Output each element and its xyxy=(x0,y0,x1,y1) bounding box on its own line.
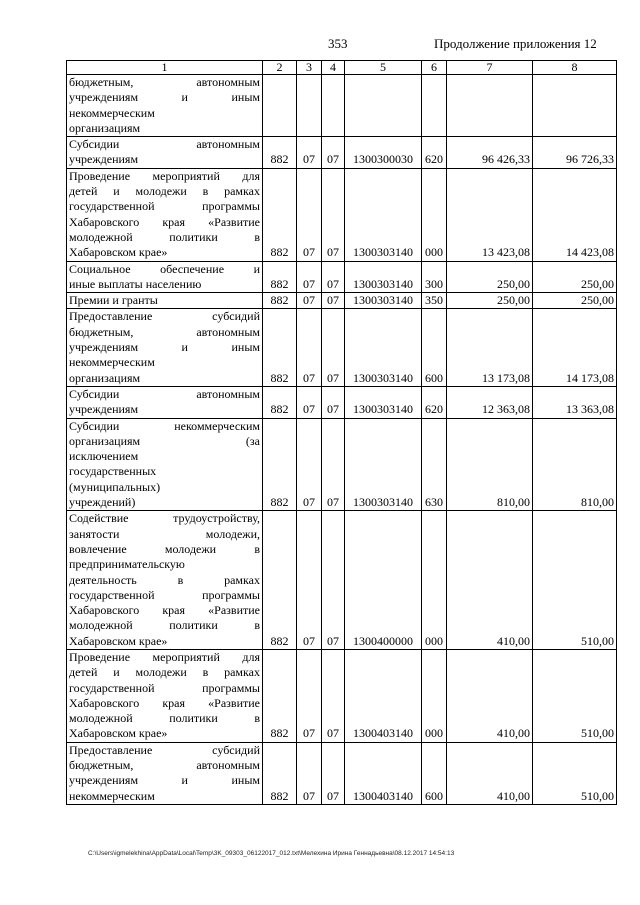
section-cell: 07 xyxy=(297,168,322,261)
admin-code-cell: 882 xyxy=(263,309,297,386)
row-name-line: государственных xyxy=(69,464,157,479)
row-name-line: государственной программы xyxy=(69,587,260,602)
row-name-line: Хабаровском крае» xyxy=(69,726,168,741)
section-cell: 07 xyxy=(297,649,322,742)
table-row xyxy=(67,742,617,804)
column-header-4: 4 xyxy=(322,61,345,75)
amount-cell xyxy=(533,75,617,137)
target-article-cell: 1300303140 xyxy=(345,293,422,309)
amount-cell: 14 423,08 xyxy=(533,168,617,261)
target-article-cell: 1300303140 xyxy=(345,261,422,293)
admin-code-cell: 882 xyxy=(263,418,297,511)
subsection-cell: 07 xyxy=(322,293,345,309)
row-name-line: бюджетным, автономным xyxy=(69,758,260,773)
amount-cell: 250,00 xyxy=(533,261,617,293)
table-row xyxy=(67,293,617,309)
table-row xyxy=(67,137,617,169)
row-name-line: некоммерческим xyxy=(69,788,155,803)
row-name-line: молодежной политики в xyxy=(69,618,260,633)
table-row xyxy=(67,309,617,386)
admin-code-cell: 882 xyxy=(263,742,297,804)
row-name-line: Субсидии автономным xyxy=(69,386,260,401)
row-name-line: учреждениям xyxy=(69,402,139,417)
amount-cell: 250,00 xyxy=(447,261,533,293)
table-row xyxy=(67,75,617,137)
amount-cell: 14 173,08 xyxy=(533,309,617,386)
row-name-line: детей и молодежи в рамках xyxy=(69,665,260,680)
table-row xyxy=(67,649,617,742)
row-name-line: организациям xyxy=(69,120,141,135)
section-cell: 07 xyxy=(297,386,322,418)
target-article-cell: 1300300030 xyxy=(345,137,422,169)
expense-type-cell: 600 xyxy=(422,309,447,386)
row-name-line: иные выплаты населению xyxy=(69,276,202,291)
target-article-cell: 1300303140 xyxy=(345,386,422,418)
table-row xyxy=(67,418,617,511)
row-name-line: Предоставление субсидий xyxy=(69,309,260,324)
column-header-3: 3 xyxy=(297,61,322,75)
row-name-line: Хабаровского края «Развитие xyxy=(69,603,260,618)
column-header-1: 1 xyxy=(67,61,263,75)
row-name-line: молодежной политики в xyxy=(69,229,260,244)
row-name-line: Хабаровском крае» xyxy=(69,633,168,648)
expense-type-cell: 620 xyxy=(422,137,447,169)
row-name-line: занятости молодежи, xyxy=(69,526,260,541)
row-name-line: бюджетным, автономным xyxy=(69,75,260,89)
amount-cell: 250,00 xyxy=(447,293,533,309)
subsection-cell: 07 xyxy=(322,386,345,418)
amount-cell: 250,00 xyxy=(533,293,617,309)
target-article-cell: 1300400000 xyxy=(345,511,422,650)
amount-cell: 13 423,08 xyxy=(447,168,533,261)
target-article-cell: 1300303140 xyxy=(345,418,422,511)
admin-code-cell: 882 xyxy=(263,168,297,261)
admin-code-cell: 882 xyxy=(263,511,297,650)
page-number: 353 xyxy=(328,36,348,51)
amount-cell: 810,00 xyxy=(533,418,617,511)
subsection-cell: 07 xyxy=(322,511,345,650)
table-row xyxy=(67,511,617,650)
row-name xyxy=(67,137,263,169)
admin-code-cell xyxy=(263,75,297,137)
target-article-cell: 1300303140 xyxy=(345,309,422,386)
subsection-cell: 07 xyxy=(322,649,345,742)
admin-code-cell: 882 xyxy=(263,386,297,418)
table-row xyxy=(67,261,617,293)
row-name-line: детей и молодежи в рамках xyxy=(69,184,260,199)
section-cell: 07 xyxy=(297,309,322,386)
amount-cell: 12 363,08 xyxy=(447,386,533,418)
row-name xyxy=(67,309,263,386)
target-article-cell: 1300403140 xyxy=(345,649,422,742)
expense-type-cell: 350 xyxy=(422,293,447,309)
subsection-cell xyxy=(322,75,345,137)
row-name-line: учреждений) xyxy=(69,495,136,510)
section-cell: 07 xyxy=(297,137,322,169)
row-name-line: Субсидии некоммерческим xyxy=(69,418,260,433)
row-name xyxy=(67,742,263,804)
row-name-line: организациям (за xyxy=(69,433,260,448)
expense-type-cell: 620 xyxy=(422,386,447,418)
admin-code-cell: 882 xyxy=(263,649,297,742)
subsection-cell: 07 xyxy=(322,168,345,261)
table-row xyxy=(67,168,617,261)
subsection-cell: 07 xyxy=(322,137,345,169)
expense-type-cell: 000 xyxy=(422,511,447,650)
subsection-cell: 07 xyxy=(322,261,345,293)
subsection-cell: 07 xyxy=(322,309,345,386)
row-name-line: Проведение мероприятий для xyxy=(69,649,260,664)
column-header-5: 5 xyxy=(345,61,422,75)
amount-cell: 410,00 xyxy=(447,742,533,804)
row-name-line: некоммерческим xyxy=(69,105,155,120)
row-name-line: молодежной политики в xyxy=(69,711,260,726)
continuation-label: Продолжение приложения 12 xyxy=(434,36,597,51)
amount-cell: 510,00 xyxy=(533,742,617,804)
row-name-line: Хабаровском крае» xyxy=(69,245,168,260)
target-article-cell: 1300403140 xyxy=(345,742,422,804)
row-name-line: Содействие трудоустройству, xyxy=(69,511,260,526)
row-name-line: государственной программы xyxy=(69,199,260,214)
expense-type-cell: 000 xyxy=(422,649,447,742)
table-row xyxy=(67,386,617,418)
row-name-line: Хабаровского края «Развитие xyxy=(69,695,260,710)
target-article-cell xyxy=(345,75,422,137)
column-header-8: 8 xyxy=(533,61,617,75)
column-header-7: 7 xyxy=(447,61,533,75)
row-name xyxy=(67,261,263,293)
row-name-line: Премии и гранты xyxy=(69,293,158,308)
row-name xyxy=(67,168,263,261)
section-cell: 07 xyxy=(297,511,322,650)
row-name xyxy=(67,418,263,511)
row-name-line: Социальное обеспечение и xyxy=(69,261,260,276)
expense-type-cell: 300 xyxy=(422,261,447,293)
row-name-line: государственной программы xyxy=(69,680,260,695)
amount-cell: 96 726,33 xyxy=(533,137,617,169)
expense-type-cell: 600 xyxy=(422,742,447,804)
row-name xyxy=(67,293,263,309)
admin-code-cell: 882 xyxy=(263,293,297,309)
subsection-cell: 07 xyxy=(322,418,345,511)
row-name-line: Хабаровского края «Развитие xyxy=(69,214,260,229)
section-cell: 07 xyxy=(297,742,322,804)
row-name-line: организациям xyxy=(69,370,141,385)
row-name xyxy=(67,649,263,742)
row-name-line: предпринимательскую xyxy=(69,557,185,572)
header-row xyxy=(67,61,617,75)
amount-cell: 13 363,08 xyxy=(533,386,617,418)
target-article-cell: 1300303140 xyxy=(345,168,422,261)
amount-cell: 510,00 xyxy=(533,511,617,650)
row-name-line: вовлечение молодежи в xyxy=(69,541,260,556)
amount-cell: 96 426,33 xyxy=(447,137,533,169)
expense-type-cell: 000 xyxy=(422,168,447,261)
section-cell xyxy=(297,75,322,137)
row-name-line: (муниципальных) xyxy=(69,479,161,494)
row-name-line: деятельность в рамках xyxy=(69,572,260,587)
row-name xyxy=(67,75,263,137)
row-name-line: учреждениям и иным xyxy=(69,90,260,105)
row-name-line: бюджетным, автономным xyxy=(69,324,260,339)
row-name-line: учреждениям xyxy=(69,152,139,167)
table-header xyxy=(67,61,617,75)
expense-type-cell: 630 xyxy=(422,418,447,511)
subsection-cell: 07 xyxy=(322,742,345,804)
section-cell: 07 xyxy=(297,261,322,293)
row-name-line: Проведение мероприятий для xyxy=(69,168,260,183)
row-name xyxy=(67,511,263,650)
amount-cell: 510,00 xyxy=(533,649,617,742)
row-name-line: учреждениям и иным xyxy=(69,340,260,355)
section-cell: 07 xyxy=(297,293,322,309)
row-name-line: исключением xyxy=(69,449,139,464)
amount-cell: 13 173,08 xyxy=(447,309,533,386)
row-name-line: Субсидии автономным xyxy=(69,137,260,152)
row-name-line: учреждениям и иным xyxy=(69,773,260,788)
amount-cell: 410,00 xyxy=(447,511,533,650)
amount-cell: 810,00 xyxy=(447,418,533,511)
row-name xyxy=(67,386,263,418)
amount-cell xyxy=(447,75,533,137)
column-header-2: 2 xyxy=(263,61,297,75)
section-cell: 07 xyxy=(297,418,322,511)
table-body xyxy=(67,75,617,805)
column-header-6: 6 xyxy=(422,61,447,75)
admin-code-cell: 882 xyxy=(263,137,297,169)
row-name-line: Предоставление субсидий xyxy=(69,742,260,757)
row-name-line: некоммерческим xyxy=(69,355,155,370)
budget-table xyxy=(66,60,617,805)
admin-code-cell: 882 xyxy=(263,261,297,293)
amount-cell: 410,00 xyxy=(447,649,533,742)
expense-type-cell xyxy=(422,75,447,137)
footer-path: C:\Users\igmelekhina\AppData\Local\Temp\3K_09303_06122017_012.txt\Мелехина Ирина Геннадьевна\08.12.2017 14:54:13 xyxy=(88,850,455,857)
